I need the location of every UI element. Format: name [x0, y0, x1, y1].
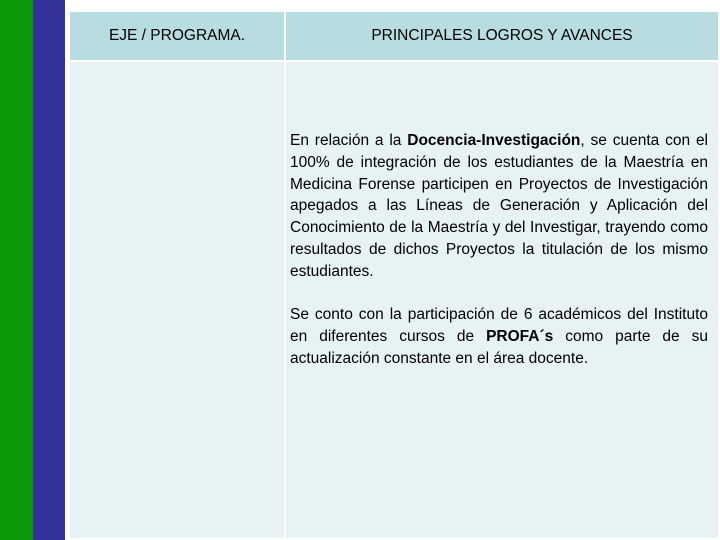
paragraph-text: como parte de su actualización constante en el área docente.	[290, 328, 708, 367]
green-side-bar	[0, 0, 33, 540]
eje-cell	[70, 62, 284, 538]
paragraph-text: En relación a la	[290, 132, 408, 149]
header-principales-logros: PRINCIPALES LOGROS Y AVANCES	[286, 12, 718, 60]
bold-term: PROFA´s	[486, 328, 554, 346]
paragraph-docencia	[290, 130, 708, 283]
paragraph-text: , se cuenta con el 100% de integración de los estudiantes de la Maestría en Medicina Forense participen en Proyectos de Investigación apegados a las Líneas de Generación y Aplicación del Conocimiento de la Maestría y del Investigar, trayendo como resultados de dichos Proyectos la titulación de los mismo estudiantes.	[290, 132, 709, 280]
table-row	[70, 62, 718, 538]
paragraph-text: Se conto con la participación de 6 académicos del Instituto en diferentes cursos de	[290, 306, 708, 346]
bold-term: Docencia-Investigación	[407, 132, 581, 149]
table-header-row	[70, 12, 718, 60]
logros-text	[290, 130, 708, 370]
logros-cell	[286, 62, 718, 538]
blue-side-bar	[33, 0, 65, 540]
logros-table	[68, 10, 720, 540]
header-eje-programa: EJE / PROGRAMA.	[70, 12, 284, 60]
paragraph-profa	[290, 304, 708, 369]
